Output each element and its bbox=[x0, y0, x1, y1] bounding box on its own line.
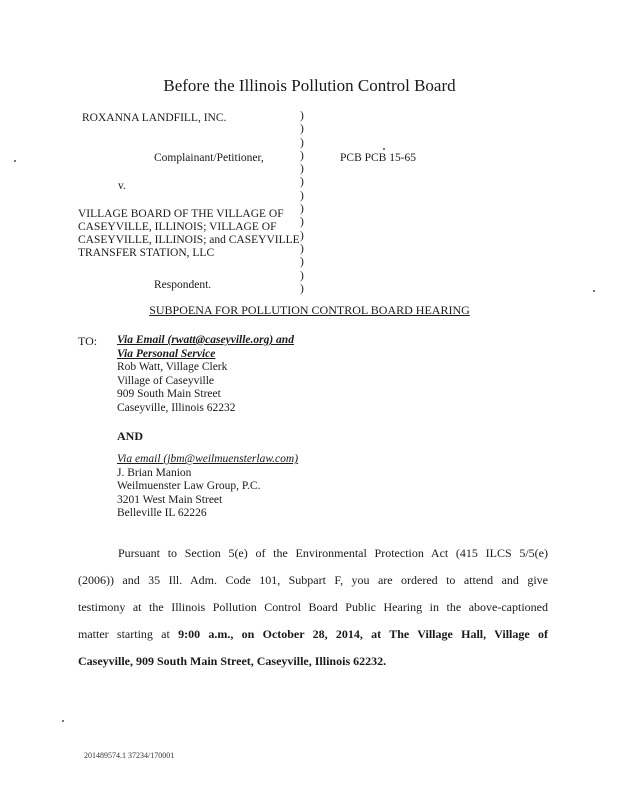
scan-speck bbox=[593, 290, 595, 292]
caption-paren: ) bbox=[300, 163, 304, 176]
body-line-prefix: matter starting at bbox=[78, 627, 179, 641]
caption-paren: ) bbox=[300, 189, 304, 202]
recipient-2-block bbox=[117, 453, 298, 521]
recipient-2-line: Belleville IL 62226 bbox=[117, 507, 207, 520]
caption-paren: ) bbox=[300, 123, 304, 136]
hearing-address: Caseyville, 909 South Main Street, Caseyville, Illinois 62232. bbox=[78, 654, 387, 668]
caption-paren: ) bbox=[300, 203, 304, 216]
scan-speck bbox=[62, 720, 64, 722]
recipient-1-line: 909 South Main Street bbox=[117, 388, 221, 401]
caption-paren: ) bbox=[300, 176, 304, 189]
recipient-1-block bbox=[117, 334, 294, 416]
recipient-1-method-service: Via Personal Service bbox=[117, 347, 216, 360]
caption-paren: ) bbox=[300, 136, 304, 149]
caption-paren-column bbox=[300, 110, 304, 296]
document-title: Before the Illinois Pollution Control Board bbox=[163, 76, 456, 95]
respondent-line-1: VILLAGE BOARD OF THE VILLAGE OF bbox=[78, 208, 284, 220]
recipient-1-method-email: Via Email (rwatt@caseyville.org) and bbox=[117, 334, 294, 346]
caption-paren: ) bbox=[300, 269, 304, 282]
caption-paren: ) bbox=[300, 110, 304, 122]
caption-paren: ) bbox=[300, 149, 304, 162]
caption-paren: ) bbox=[300, 229, 304, 242]
recipient-1-line: Village of Caseyville bbox=[117, 374, 215, 387]
body-line: testimony at the Illinois Pollution Control Board Public Hearing in the above-captioned bbox=[78, 600, 548, 614]
scan-speck bbox=[383, 148, 385, 150]
recipient-2-method-email: Via email (jbm@weilmuensterlaw.com) bbox=[117, 453, 299, 465]
scan-speck bbox=[14, 160, 16, 162]
recipient-2-line: J. Brian Manion bbox=[117, 466, 192, 479]
to-label: TO: bbox=[78, 334, 98, 348]
caption-paren: ) bbox=[300, 282, 304, 295]
recipient-1-line: Caseyville, Illinois 62232 bbox=[117, 401, 236, 414]
versus-label: v. bbox=[118, 180, 126, 192]
document-footer-id: 201489574.1 37234/170001 bbox=[84, 751, 175, 760]
recipient-2-line: Weilmuenster Law Group, P.C. bbox=[117, 480, 261, 493]
body-paragraph bbox=[78, 540, 548, 675]
petitioner-name: ROXANNA LANDFILL, INC. bbox=[82, 112, 227, 124]
petitioner-role: Complainant/Petitioner, bbox=[154, 152, 264, 164]
and-label: AND bbox=[117, 429, 143, 443]
respondent-line-3: CASEYVILLE, ILLINOIS; and CASEYVILLE bbox=[78, 234, 300, 246]
body-line-hearing-time bbox=[78, 621, 548, 648]
caption-paren: ) bbox=[300, 242, 304, 255]
body-line: Pursuant to Section 5(e) of the Environmental Protection Act (415 ILCS 5/5(e) bbox=[118, 546, 548, 560]
body-line: (2006)) and 35 Ill. Adm. Code 101, Subpart F, you are ordered to attend and give bbox=[78, 573, 548, 587]
subpoena-title: SUBPOENA FOR POLLUTION CONTROL BOARD HEARING bbox=[149, 303, 470, 317]
respondent-line-4: TRANSFER STATION, LLC bbox=[78, 247, 215, 259]
recipient-1-line: Rob Watt, Village Clerk bbox=[117, 361, 228, 374]
case-number: PCB PCB 15-65 bbox=[340, 152, 417, 164]
caption-paren: ) bbox=[300, 256, 304, 269]
respondent-line-2: CASEYVILLE, ILLINOIS; VILLAGE OF bbox=[78, 221, 277, 233]
recipient-2-line: 3201 West Main Street bbox=[117, 493, 223, 506]
hearing-datetime-location: 9:00 a.m., on October 28, 2014, at The Village Hall, Village of bbox=[178, 627, 548, 641]
respondent-role: Respondent. bbox=[154, 279, 212, 291]
caption-paren: ) bbox=[300, 216, 304, 229]
